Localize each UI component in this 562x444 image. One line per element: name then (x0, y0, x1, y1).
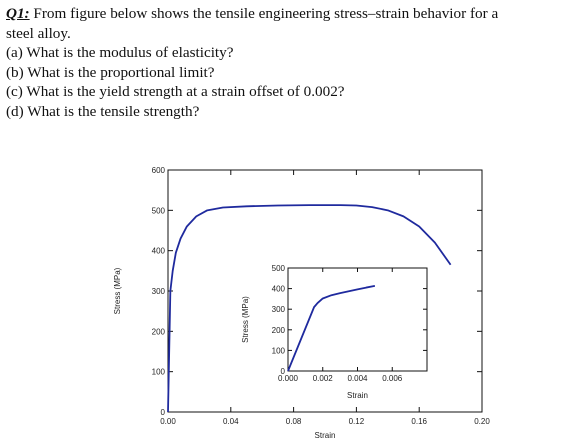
main-y-tick-label: 100 (151, 367, 165, 377)
main-x-tick-label: 0.20 (474, 417, 490, 426)
main-x-tick-label: 0.00 (160, 417, 176, 426)
question-part-a: (a) What is the modulus of elasticity? (6, 44, 234, 61)
inset-y-axis-label: Stress (MPa) (241, 296, 250, 343)
inset-y-tick-label: 0 (280, 367, 285, 376)
main-y-tick-label: 500 (151, 206, 165, 216)
inset-x-tick-label: 0.004 (347, 374, 368, 383)
inset-x-tick-label: 0.000 (277, 374, 299, 383)
inset-x-axis-label: Strain (347, 391, 368, 400)
inset-y-tick-label: 200 (271, 325, 285, 335)
inset-y-tick-label: 400 (271, 284, 285, 294)
main-y-tick-label: 200 (151, 327, 165, 337)
main-x-tick-label: 0.04 (223, 417, 239, 426)
question-part-b: (b) What is the proportional limit? (6, 63, 215, 81)
inset-x-tick-label: 0.006 (382, 374, 403, 383)
main-x-tick-label: 0.12 (348, 417, 365, 426)
question-part-d: (d) What is the tensile strength? (6, 102, 200, 120)
main-x-tick-label: 0.16 (411, 417, 427, 426)
question-intro: From figure below shows the tensile engineering stress–strain behavior for a (33, 5, 499, 22)
main-y-tick-label: 600 (151, 166, 165, 175)
inset-x-tick-label: 0.002 (312, 374, 333, 383)
main-y-tick-label: 300 (151, 287, 165, 296)
main-x-axis-label: Strain (314, 431, 336, 440)
main-y-axis-label: Stress (MPa) (113, 267, 122, 315)
question-part-c: (c) What is the yield strength at a strain offset of 0.002? (6, 83, 345, 100)
inset-y-tick-label: 100 (271, 346, 285, 356)
inset-y-tick-label: 500 (271, 264, 285, 273)
main-y-tick-label: 400 (151, 246, 165, 256)
question-number: Q1: (6, 5, 30, 22)
inset-y-tick-label: 300 (271, 305, 285, 315)
main-y-tick-label: 0 (160, 408, 165, 417)
question-intro-continued: steel alloy. (6, 24, 71, 42)
main-x-tick-label: 0.08 (285, 417, 302, 426)
